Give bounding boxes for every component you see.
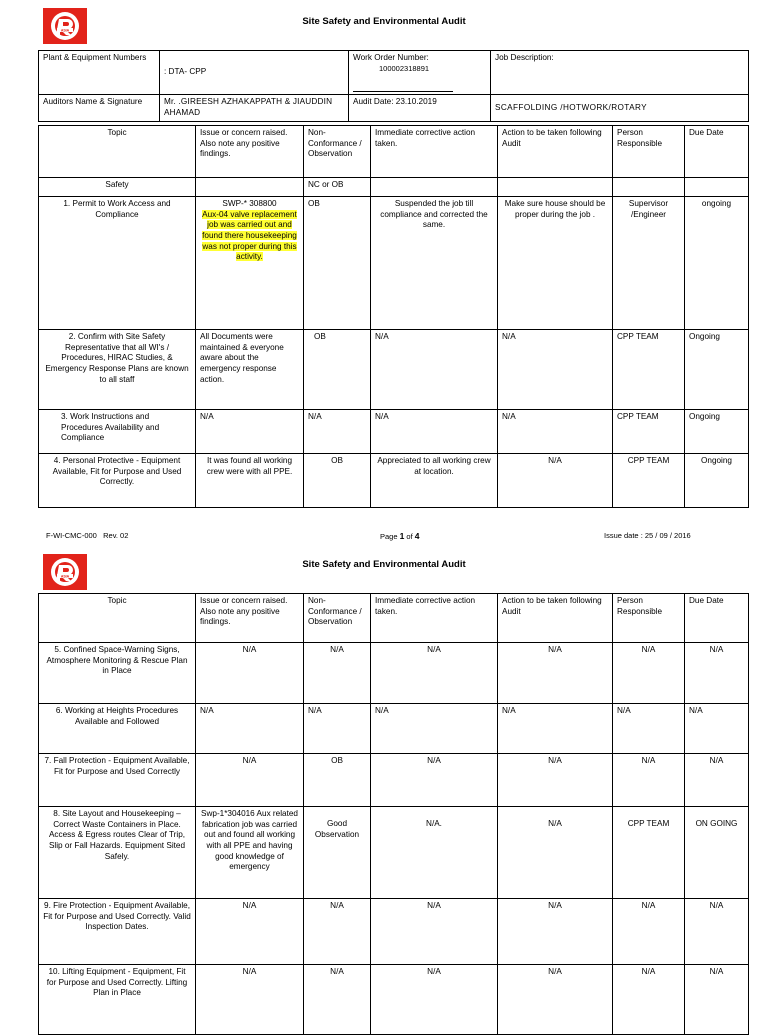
col-action: Action to be taken following Audit xyxy=(498,594,613,643)
row-topic: 5. Confined Space-Warning Signs, Atmosphere Monitoring & Rescue Plan in Place xyxy=(39,643,196,704)
row-person: CPP TEAM xyxy=(613,330,685,410)
row-person: N/A xyxy=(613,899,685,965)
section-label: Safety xyxy=(39,178,196,197)
col-immediate: Immediate corrective action taken. xyxy=(371,126,498,178)
table-header-row xyxy=(39,594,749,643)
row-immediate: N/A. xyxy=(371,807,498,899)
table-row xyxy=(39,704,749,754)
table-row xyxy=(39,965,749,1035)
row-action: N/A xyxy=(498,704,613,754)
row-nc: OB xyxy=(304,197,371,330)
row-person: Supervisor /Engineer xyxy=(613,197,685,330)
col-due: Due Date xyxy=(685,594,749,643)
row-due: N/A xyxy=(685,899,749,965)
row-issue: N/A xyxy=(196,754,304,807)
row-action: N/A xyxy=(498,965,613,1035)
row-person: CPP TEAM xyxy=(613,454,685,508)
table-row xyxy=(39,807,749,899)
svg-text:ASIA: ASIA xyxy=(60,574,70,579)
svg-text:ASIA: ASIA xyxy=(60,28,70,33)
page-title: Site Safety and Environmental Audit xyxy=(302,559,466,570)
section-nc: NC or OB xyxy=(304,178,371,197)
row-action: N/A xyxy=(498,754,613,807)
row-immediate: N/A xyxy=(371,643,498,704)
page-title: Site Safety and Environmental Audit xyxy=(302,16,466,27)
table-row xyxy=(39,899,749,965)
row-immediate: Suspended the job till compliance and corrected the same. xyxy=(371,197,498,330)
row-topic: 8. Site Layout and Housekeeping – Correct Waste Containers in Place. Access & Egress routes Clear of Trip, Slip or Fall Hazards. Equipment Sited Safely. xyxy=(39,807,196,899)
row-due: Ongoing xyxy=(685,454,749,508)
row-due: ongoing xyxy=(685,197,749,330)
footer-form-number: F-WI-CMC-000 Rev. 02 xyxy=(46,531,129,540)
table-row xyxy=(39,754,749,807)
row-issue: It was found all working crew were with all PPE. xyxy=(196,454,304,508)
row-immediate: N/A xyxy=(371,704,498,754)
row-topic: 2. Confirm with Site Safety Representative that all WI's / Procedures, HIRAC Studies, & Emergency Response Plans are known to all staff xyxy=(39,330,196,410)
row-action: N/A xyxy=(498,899,613,965)
table-header-row xyxy=(39,126,749,178)
col-person: Person Responsible xyxy=(613,594,685,643)
col-topic: Topic xyxy=(39,594,196,643)
row-issue xyxy=(196,197,304,330)
row-nc: OB xyxy=(304,330,371,410)
col-topic: Topic xyxy=(39,126,196,178)
row-topic: 9. Fire Protection - Equipment Available, Fit for Purpose and Used Correctly. Valid Inspection Dates. xyxy=(39,899,196,965)
signature-line xyxy=(353,91,453,92)
row-due: Ongoing xyxy=(685,330,749,410)
audit-header-table xyxy=(38,50,749,122)
row-nc: N/A xyxy=(304,899,371,965)
row-person: N/A xyxy=(613,965,685,1035)
row-nc: N/A xyxy=(304,643,371,704)
row-topic: 4. Personal Protective - Equipment Available, Fit for Purpose and Used Correctly. xyxy=(39,454,196,508)
plant-value: : DTA- CPP xyxy=(160,51,349,95)
row-action: N/A xyxy=(498,454,613,508)
job-description-label: Job Description: xyxy=(491,51,749,95)
row-issue: Swp-1*304016 Aux related fabrication job was carried out and found all working with all PPE and having good knowledge of emergency xyxy=(196,807,304,899)
col-nc: Non-Conformance / Observation xyxy=(304,594,371,643)
row-due: N/A xyxy=(685,704,749,754)
table-row xyxy=(39,454,749,508)
col-immediate: Immediate corrective action taken. xyxy=(371,594,498,643)
audit-table-page2 xyxy=(38,593,749,1035)
row-action: N/A xyxy=(498,643,613,704)
row-due: ON GOING xyxy=(685,807,749,899)
row-person: N/A xyxy=(613,643,685,704)
audit-table-page1 xyxy=(38,125,749,508)
row-topic: 10. Lifting Equipment - Equipment, Fit for Purpose and Used Correctly. Lifting Plan in Place xyxy=(39,965,196,1035)
table-row xyxy=(39,197,749,330)
row-nc: Good Observation xyxy=(304,807,371,899)
table-row xyxy=(39,643,749,704)
row-nc: N/A xyxy=(304,965,371,1035)
row-nc: N/A xyxy=(304,704,371,754)
row-issue: All Documents were maintained & everyone aware about the emergency response action. xyxy=(196,330,304,410)
row-action: N/A xyxy=(498,807,613,899)
row-person: N/A xyxy=(613,754,685,807)
job-description-value: SCAFFOLDING /HOTWORK/ROTARY xyxy=(491,95,749,121)
row-due: Ongoing xyxy=(685,410,749,454)
row-action: N/A xyxy=(498,330,613,410)
audit-date: Audit Date: 23.10.2019 xyxy=(349,95,491,121)
row-issue-highlight: Aux-04 valve replacement job was carried out and found there housekeeping was not proper during this activity. xyxy=(202,209,297,262)
row-action: N/A xyxy=(498,410,613,454)
row-immediate: Appreciated to all working crew at location. xyxy=(371,454,498,508)
plant-label: Plant & Equipment Numbers xyxy=(39,51,160,95)
col-issue: Issue or concern raised. Also note any positive findings. xyxy=(196,126,304,178)
row-due: N/A xyxy=(685,754,749,807)
work-order-value: 100002318891 xyxy=(379,63,430,73)
row-topic: 6. Working at Heights Procedures Available and Followed xyxy=(39,704,196,754)
row-due: N/A xyxy=(685,643,749,704)
row-immediate: N/A xyxy=(371,330,498,410)
row-immediate: N/A xyxy=(371,410,498,454)
row-person: CPP TEAM xyxy=(613,410,685,454)
col-due: Due Date xyxy=(685,126,749,178)
auditors-label: Auditors Name & Signature xyxy=(39,95,160,121)
row-issue-ref: SWP-* 308800 xyxy=(222,199,277,208)
table-row xyxy=(39,330,749,410)
footer-page-number: Page 1 of 4 xyxy=(380,531,420,541)
row-topic: 7. Fall Protection - Equipment Available, Fit for Purpose and Used Correctly xyxy=(39,754,196,807)
row-action: Make sure house should be proper during the job . xyxy=(498,197,613,330)
row-immediate: N/A xyxy=(371,965,498,1035)
table-row xyxy=(39,410,749,454)
work-order-label: Work Order Number: xyxy=(353,53,429,62)
row-person: N/A xyxy=(613,704,685,754)
work-order-cell xyxy=(349,51,491,95)
col-action: Action to be taken following Audit xyxy=(498,126,613,178)
col-issue: Issue or concern raised. Also note any positive findings. xyxy=(196,594,304,643)
section-row xyxy=(39,178,749,197)
row-issue: N/A xyxy=(196,410,304,454)
col-person: Person Responsible xyxy=(613,126,685,178)
row-issue: N/A xyxy=(196,965,304,1035)
auditors-value: Mr. .GIREESH AZHAKAPPATH & JIAUDDIN AHAMAD xyxy=(160,95,349,121)
col-nc: Non-Conformance / Observation xyxy=(304,126,371,178)
footer-issue-date: Issue date : 25 / 09 / 2016 xyxy=(604,531,691,540)
row-issue: N/A xyxy=(196,704,304,754)
row-issue: N/A xyxy=(196,643,304,704)
row-nc: OB xyxy=(304,454,371,508)
row-due: N/A xyxy=(685,965,749,1035)
row-topic: 3. Work Instructions and Procedures Availability and Compliance xyxy=(39,410,196,454)
row-topic: 1. Permit to Work Access and Compliance xyxy=(39,197,196,330)
row-nc: OB xyxy=(304,754,371,807)
row-nc: N/A xyxy=(304,410,371,454)
row-issue: N/A xyxy=(196,899,304,965)
row-immediate: N/A xyxy=(371,899,498,965)
row-person: CPP TEAM xyxy=(613,807,685,899)
row-immediate: N/A xyxy=(371,754,498,807)
